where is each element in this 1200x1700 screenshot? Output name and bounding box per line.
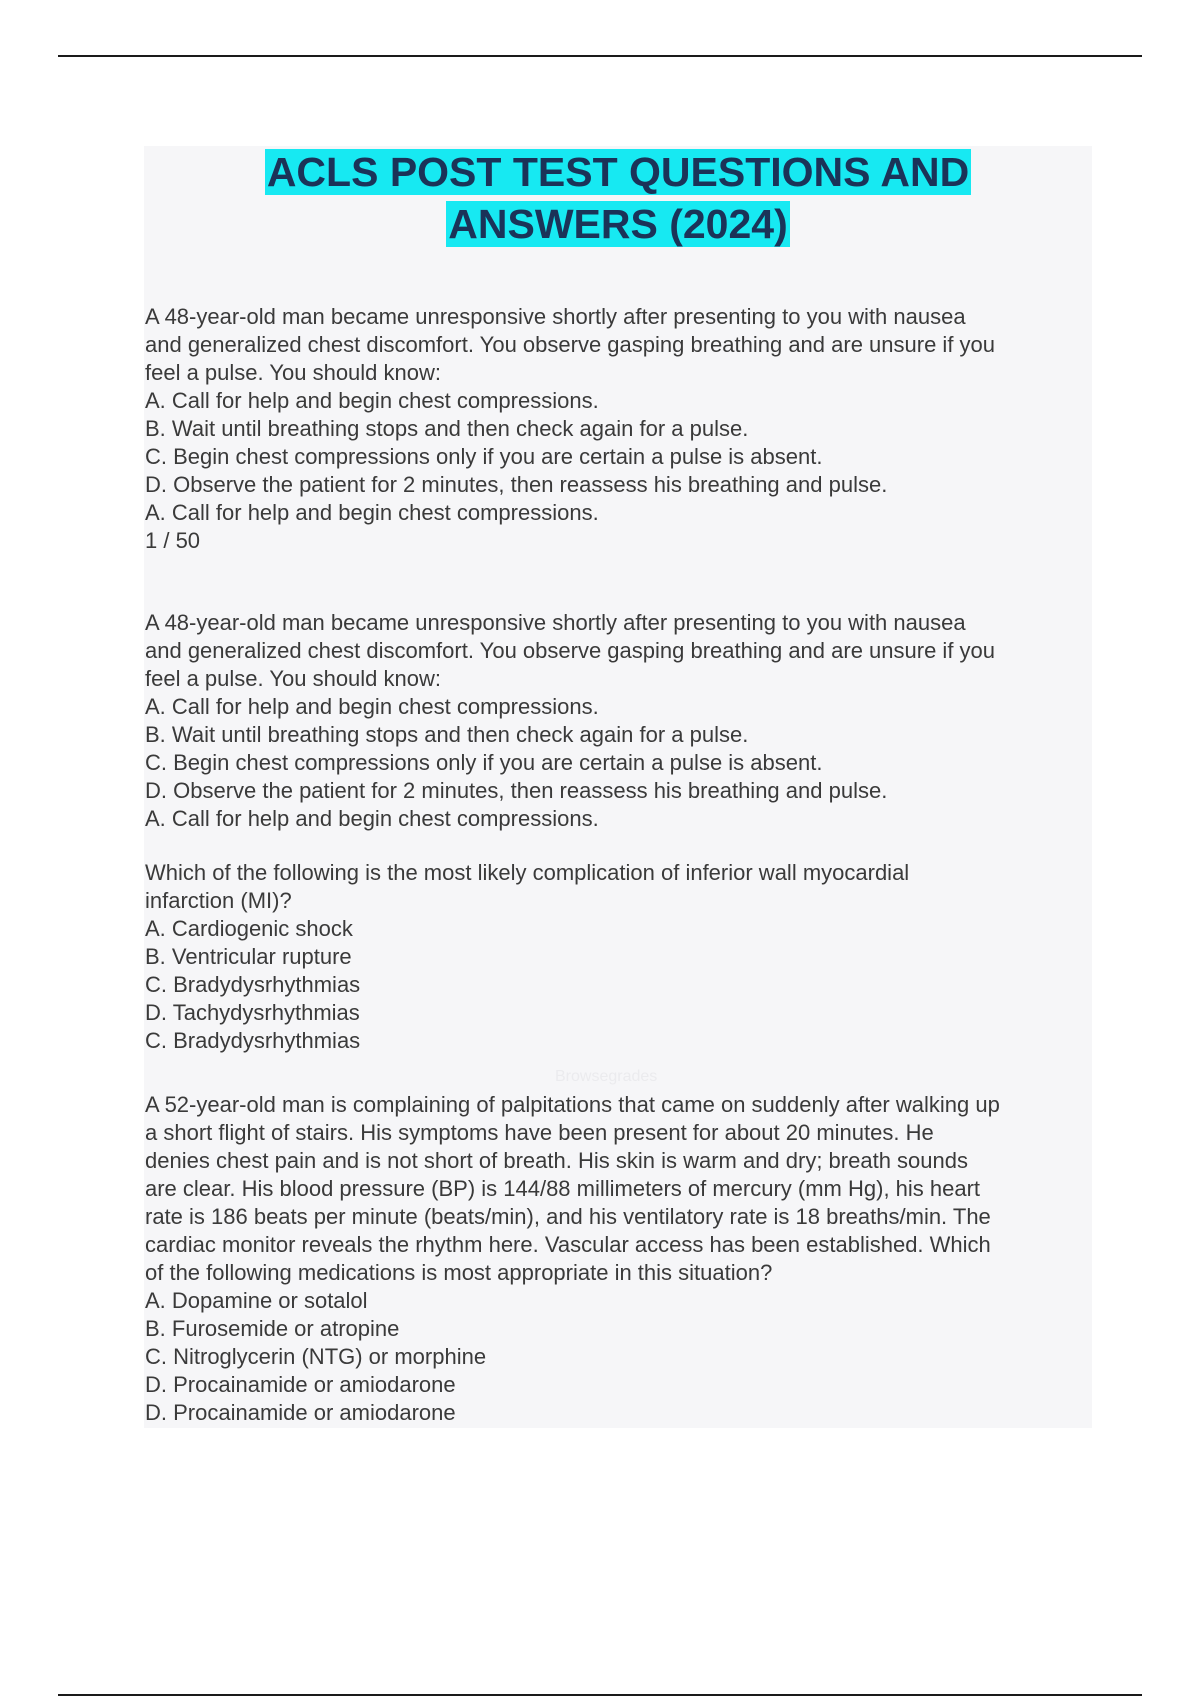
question-block-4 <box>145 1091 1090 1427</box>
question-block-1 <box>145 303 1090 555</box>
top-rule <box>58 55 1142 57</box>
question-stem-line: feel a pulse. You should know: <box>145 666 442 691</box>
answer-option-b: B. Wait until breathing stops and then check again for a pulse. <box>145 722 749 747</box>
answer-option-a: A. Call for help and begin chest compressions. <box>145 694 599 719</box>
question-stem-line: A 48-year-old man became unresponsive shortly after presenting to you with nausea <box>145 304 966 329</box>
question-stem-line: A 52-year-old man is complaining of palpitations that came on suddenly after walking up <box>145 1092 1000 1117</box>
answer-option-b: B. Ventricular rupture <box>145 944 352 969</box>
title-line-2: ANSWERS (2024) <box>448 201 788 247</box>
question-stem-line: are clear. His blood pressure (BP) is 144/88 millimeters of mercury (mm Hg), his heart <box>145 1176 981 1201</box>
answer-option-d: D. Observe the patient for 2 minutes, then reassess his breathing and pulse. <box>145 778 888 803</box>
answer-option-d: D. Observe the patient for 2 minutes, then reassess his breathing and pulse. <box>145 472 888 497</box>
question-stem-line: and generalized chest discomfort. You observe gasping breathing and are unsure if you <box>145 332 996 357</box>
question-stem-line: rate is 186 beats per minute (beats/min), and his ventilatory rate is 18 breaths/min. The <box>145 1204 991 1229</box>
correct-answer: A. Call for help and begin chest compressions. <box>145 500 599 525</box>
answer-option-d: D. Tachydysrhythmias <box>145 1000 360 1025</box>
question-block-3 <box>145 859 1090 1055</box>
correct-answer: D. Procainamide or amiodarone <box>145 1400 456 1425</box>
question-stem-line: feel a pulse. You should know: <box>145 360 442 385</box>
answer-option-d: D. Procainamide or amiodarone <box>145 1372 456 1397</box>
answer-option-b: B. Furosemide or atropine <box>145 1316 400 1341</box>
answer-option-a: A. Call for help and begin chest compressions. <box>145 388 599 413</box>
document-title <box>144 146 1092 250</box>
question-stem-line: A 48-year-old man became unresponsive shortly after presenting to you with nausea <box>145 610 966 635</box>
watermark-text: Browsegrades <box>555 1068 658 1085</box>
question-stem-line: of the following medications is most appropriate in this situation? <box>145 1260 773 1285</box>
answer-option-c: C. Begin chest compressions only if you are certain a pulse is absent. <box>145 444 823 469</box>
question-stem-line: and generalized chest discomfort. You observe gasping breathing and are unsure if you <box>145 638 996 663</box>
question-stem-line: denies chest pain and is not short of breath. His skin is warm and dry; breath sounds <box>145 1148 968 1173</box>
question-stem-line: infarction (MI)? <box>145 888 292 913</box>
answer-option-a: A. Cardiogenic shock <box>145 916 353 941</box>
page-indicator: 1 / 50 <box>145 528 201 553</box>
question-stem-line: a short flight of stairs. His symptoms have been present for about 20 minutes. He <box>145 1120 934 1145</box>
correct-answer: C. Bradydysrhythmias <box>145 1028 361 1053</box>
question-stem-line: Which of the following is the most likely complication of inferior wall myocardial <box>145 860 910 885</box>
answer-option-c: C. Begin chest compressions only if you are certain a pulse is absent. <box>145 750 823 775</box>
question-stem-line: cardiac monitor reveals the rhythm here. Vascular access has been established. Which <box>145 1232 991 1257</box>
question-block-2 <box>145 609 1090 833</box>
answer-option-a: A. Dopamine or sotalol <box>145 1288 368 1313</box>
answer-option-b: B. Wait until breathing stops and then check again for a pulse. <box>145 416 749 441</box>
correct-answer: A. Call for help and begin chest compressions. <box>145 806 599 831</box>
title-line-1: ACLS POST TEST QUESTIONS AND <box>266 149 970 195</box>
answer-option-c: C. Nitroglycerin (NTG) or morphine <box>145 1344 487 1369</box>
bottom-rule <box>58 1694 1142 1696</box>
answer-option-c: C. Bradydysrhythmias <box>145 972 361 997</box>
